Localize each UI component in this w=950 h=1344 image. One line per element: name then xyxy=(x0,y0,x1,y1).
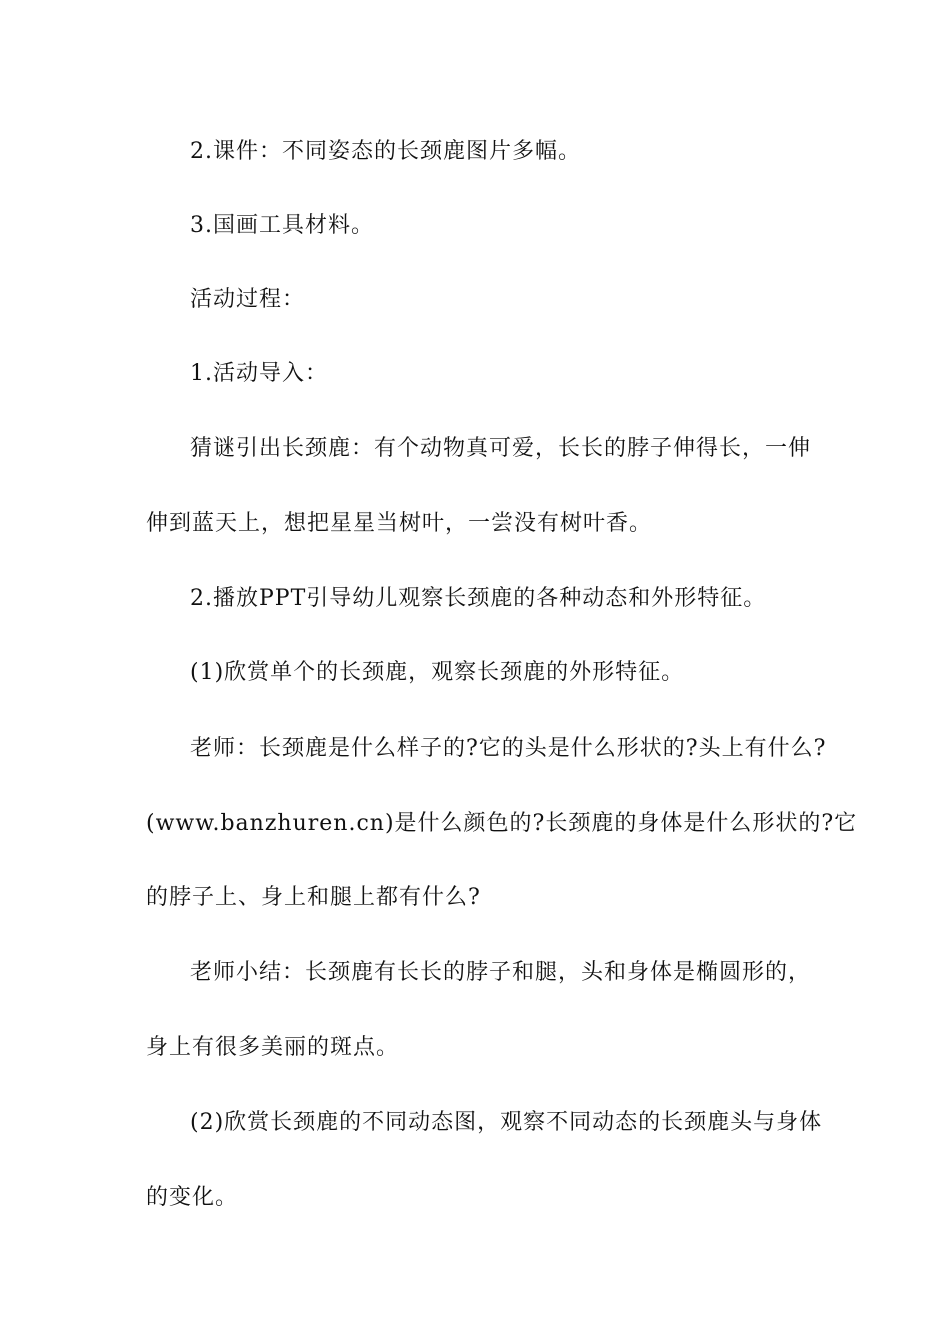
paragraph-appreciate-dynamic-line1: (2)欣赏长颈鹿的不同动态图，观察不同动态的长颈鹿头与身体 xyxy=(190,1110,823,1135)
paragraph-teacher-questions-line2: (www.banzhuren.cn)是什么颜色的?长颈鹿的身体是什么形状的?它 xyxy=(146,811,858,836)
paragraph-teacher-questions-line3: 的脖子上、身上和腿上都有什么? xyxy=(146,885,481,910)
paragraph-riddle-line2: 伸到蓝天上，想把星星当树叶，一尝没有树叶香。 xyxy=(146,511,653,536)
paragraph-play-ppt: 2.播放PPT引导幼儿观察长颈鹿的各种动态和外形特征。 xyxy=(190,586,767,611)
heading-activity-process: 活动过程： xyxy=(190,287,306,312)
paragraph-teacher-summary-line1: 老师小结：长颈鹿有长长的脖子和腿，头和身体是椭圆形的， xyxy=(190,960,812,985)
heading-activity-intro: 1.活动导入： xyxy=(190,361,328,386)
paragraph-teacher-summary-line2: 身上有很多美丽的斑点。 xyxy=(146,1035,400,1060)
paragraph-teacher-questions-line1: 老师：长颈鹿是什么样子的?它的头是什么形状的?头上有什么? xyxy=(190,736,827,761)
paragraph-riddle-line1: 猜谜引出长颈鹿：有个动物真可爱，长长的脖子伸得长，一伸 xyxy=(190,436,812,461)
paragraph-painting-materials: 3.国画工具材料。 xyxy=(190,213,374,238)
paragraph-appreciate-dynamic-line2: 的变化。 xyxy=(146,1185,239,1210)
paragraph-appreciate-single: (1)欣赏单个的长颈鹿，观察长颈鹿的外形特征。 xyxy=(190,660,685,685)
paragraph-courseware: 2.课件：不同姿态的长颈鹿图片多幅。 xyxy=(190,139,581,164)
